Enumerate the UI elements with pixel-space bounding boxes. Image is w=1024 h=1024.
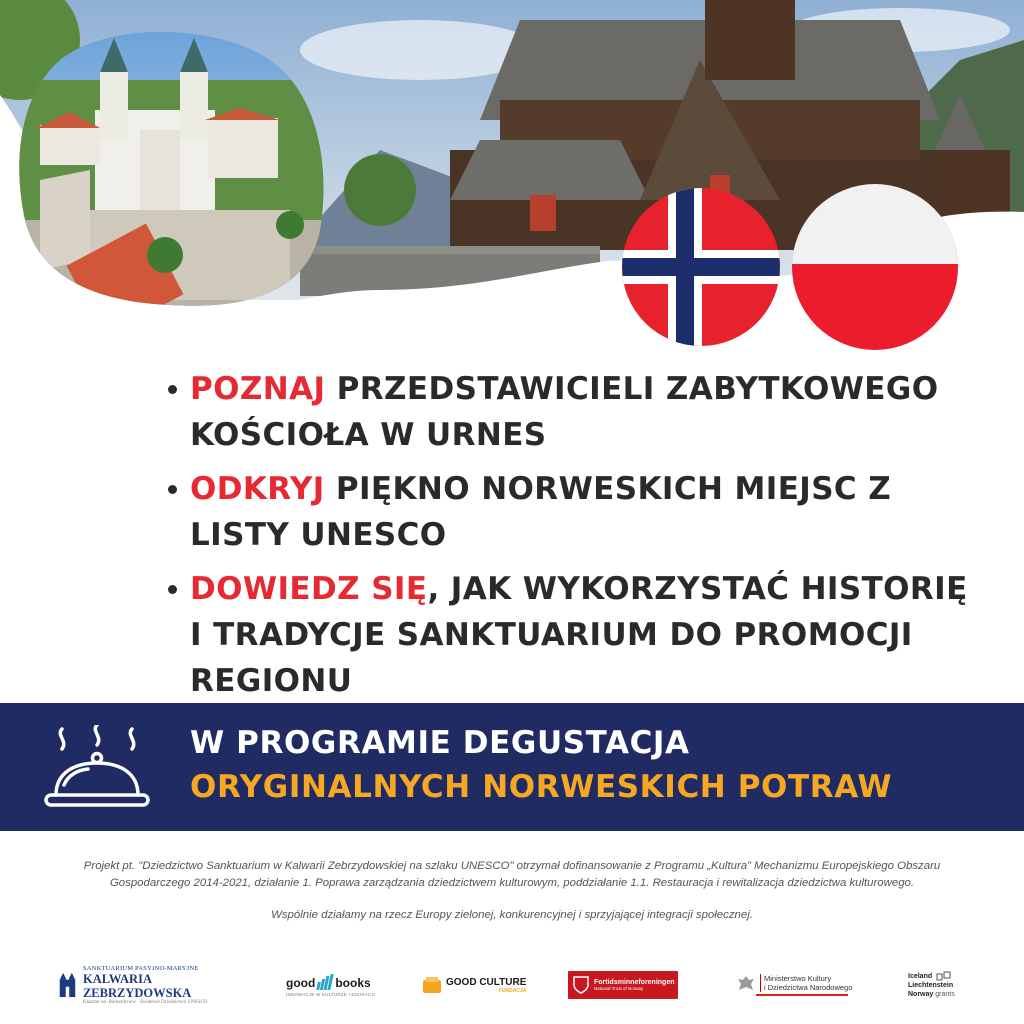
kalwaria-logo [58, 962, 238, 1008]
eea-grants-logo [908, 962, 978, 1008]
bullet-list [160, 366, 990, 712]
bullet-text: PIĘKNO NORWESKICH MIEJSC Z LISTY UNESCO [190, 471, 892, 553]
bullet-dot [168, 485, 177, 494]
kalwaria-line-3: Klasztor oo. Bernardynów · Światowe Dziedzictwo UNESCO [82, 1000, 208, 1005]
eea-line-3a: Norway [908, 991, 934, 998]
goodbooks-right: books [335, 975, 371, 990]
goodculture-logo [422, 962, 532, 1008]
bars-icon [317, 974, 333, 990]
ministry-line-2: i Dziedzictwa Narodowego [764, 983, 853, 992]
eea-note: Wspólnie działamy na rzecz Europy zielonej, konkurencyjnej i sprzyjającej integracji społecznej. [271, 909, 753, 921]
cloche-icon [42, 725, 152, 811]
bullet-item [160, 366, 990, 458]
fortids-name: Fortidsminneforeningen [594, 979, 675, 986]
kalwaria-line-1: SANKTUARIUM PASYJNO-MARYJNE [82, 965, 199, 972]
banner-line-1: W PROGRAMIE DEGUSTACJA [190, 725, 690, 761]
goodbooks-logo [286, 962, 386, 1008]
kalwaria-line-2: KALWARIA ZEBRZYDOWSKA [82, 972, 192, 1000]
bullet-highlight: POZNAJ [190, 371, 326, 407]
goodbooks-left: good [286, 975, 316, 990]
grants-symbol-icon [936, 971, 952, 981]
bullet-dot [168, 585, 177, 594]
eea-line-2: Liechtenstein [908, 982, 954, 989]
bullet-dot [168, 385, 177, 394]
goodculture-name: GOOD CULTURE [446, 976, 527, 988]
tasting-banner [0, 703, 1024, 831]
partner-logos [0, 962, 1024, 1012]
goodculture-sub: FUNDACJA [498, 987, 527, 994]
bullet-text: , JAK WYKORZYSTAĆ HISTORIĘ I TRADYCJE SANKTUARIUM DO PROMOCJI REGIONU [190, 571, 968, 699]
books-icon [422, 976, 442, 994]
bullet-highlight: DOWIEDZ SIĘ [190, 571, 428, 607]
project-description: Projekt pt. "Dziedzictwo Sanktuarium w Kalwarii Zebrzydowskiej na szlaku UNESCO" otrzymał dofinansowanie z Programu „Kultura” Mechanizmu Europejskiego Obszaru Gospodarczego 2014-2021, działanie 1. Poprawa zarządzania dziedzictwem kulturowym, poddziałanie 1.1. Restauracja i rewitalizacja dziedzictwa kulturowego. [83, 860, 941, 889]
ministry-line-1: Ministerstwo Kultury [764, 974, 832, 983]
eea-line-3b: grants [935, 991, 955, 998]
poland-flag [792, 184, 958, 350]
bullet-highlight: ODKRYJ [190, 471, 325, 507]
goodbooks-tagline: INNOWACJE W KULTURZE I EDUKACJI [286, 991, 376, 997]
banner-line-2: ORYGINALNYCH NORWESKICH POTRAW [190, 769, 893, 805]
bullet-item [160, 566, 990, 704]
fortids-sub: National Trust of Norway [594, 986, 644, 991]
shield-icon [572, 975, 590, 995]
fortidsminneforeningen-logo [568, 971, 678, 999]
funding-notice [60, 858, 964, 924]
bullet-item [160, 466, 990, 558]
eagle-icon [736, 974, 756, 996]
ministry-logo [736, 962, 856, 1008]
basilica-icon [58, 969, 77, 1001]
norway-flag [622, 188, 780, 346]
hero-photos [0, 0, 1024, 360]
bullet-text: PRZEDSTAWICIELI ZABYTKOWEGO KOŚCIOŁA W URNES [190, 371, 939, 453]
eea-line-1: Iceland [908, 972, 933, 980]
